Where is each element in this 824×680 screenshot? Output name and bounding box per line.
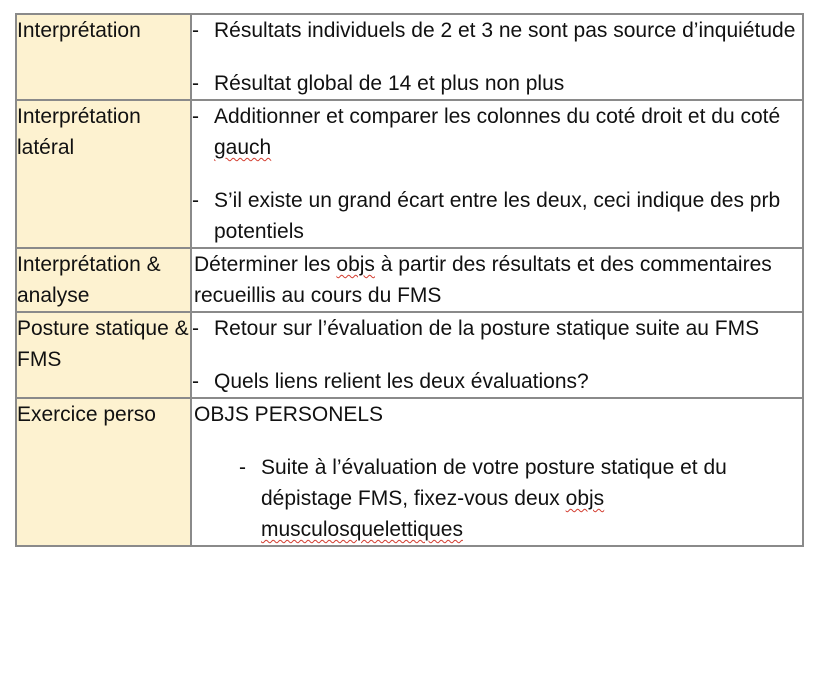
- list-item-text: Résultat global de 14 et plus non plus: [214, 72, 565, 95]
- dash-bullet-icon: -: [192, 72, 199, 95]
- spellcheck-word: musculosquelettiques: [261, 518, 463, 541]
- row-content: [191, 100, 803, 248]
- dash-bullet-icon: -: [192, 19, 199, 42]
- list-item: [192, 313, 802, 344]
- dash-bullet-icon: -: [192, 370, 199, 393]
- row-label: Exercice perso: [16, 398, 191, 546]
- list-item: [192, 185, 802, 247]
- row-content: [191, 14, 803, 100]
- table-row: [16, 248, 803, 312]
- section-heading: OBJS PERSONELS: [194, 403, 384, 426]
- list-item-text: Résultats individuels de 2 et 3 ne sont pas source d’inquiétude: [214, 19, 796, 42]
- paragraph: Déterminer les objs à partir des résultats et des commentaires recueillis au cours du FMS: [194, 253, 772, 307]
- row-label: Interprétation & analyse: [16, 248, 191, 312]
- list-item-text: Quels liens relient les deux évaluations?: [214, 370, 589, 393]
- row-label: Interprétation: [16, 14, 191, 100]
- list-item-text: Suite à l’évaluation de votre posture statique et du dépistage FMS, fixez-vous deux objs musculosquelettiques: [261, 456, 727, 541]
- list-item: [192, 101, 802, 163]
- list-item-text: Additionner et comparer les colonnes du coté droit et du coté gauch: [214, 105, 781, 159]
- table-row: [16, 312, 803, 398]
- list-item: [192, 15, 802, 46]
- row-content: [191, 248, 803, 312]
- spellcheck-word: gauch: [214, 136, 272, 159]
- table-row: [16, 398, 803, 546]
- list-item: [192, 452, 802, 545]
- dash-bullet-icon: -: [239, 456, 246, 479]
- row-label: Interprétation latéral: [16, 100, 191, 248]
- list-item: [192, 366, 802, 397]
- row-content: [191, 398, 803, 546]
- fms-interpretation-table: [15, 13, 804, 547]
- list-item-text: S’il existe un grand écart entre les deux, ceci indique des prb potentiels: [214, 189, 781, 243]
- dash-bullet-icon: -: [192, 317, 199, 340]
- dash-bullet-icon: -: [192, 189, 199, 212]
- table-row: [16, 100, 803, 248]
- list-item-text: Retour sur l’évaluation de la posture statique suite au FMS: [214, 317, 760, 340]
- list-item: [192, 68, 802, 99]
- row-label: Posture statique & FMS: [16, 312, 191, 398]
- dash-bullet-icon: -: [192, 105, 199, 128]
- table-row: [16, 14, 803, 100]
- spellcheck-word: objs: [336, 253, 375, 276]
- spellcheck-word: objs: [565, 487, 605, 510]
- row-content: [191, 312, 803, 398]
